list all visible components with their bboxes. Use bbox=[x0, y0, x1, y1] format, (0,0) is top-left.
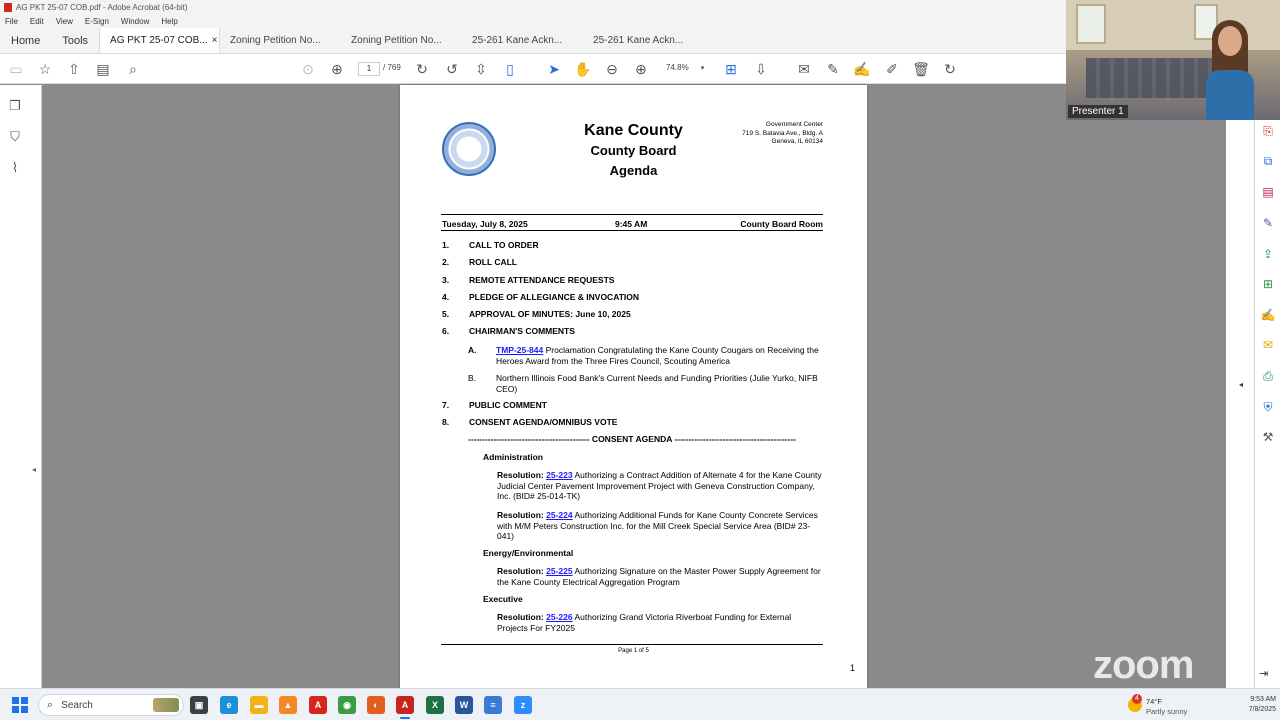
resolution-link[interactable]: 25-225 bbox=[546, 566, 573, 576]
menu-help[interactable]: Help bbox=[161, 17, 178, 26]
left-nav-panel bbox=[0, 85, 42, 688]
edit-pdf-icon[interactable]: ⊞ bbox=[1262, 277, 1274, 291]
meeting-time: 9:45 AM bbox=[615, 219, 648, 229]
windows-start-icon[interactable] bbox=[12, 697, 28, 713]
zoom-in-icon[interactable]: ⊕ bbox=[635, 60, 647, 77]
fill-sign-icon[interactable]: ✎ bbox=[1262, 216, 1274, 230]
resolution-link[interactable]: 25-224 bbox=[546, 510, 573, 520]
divider bbox=[441, 644, 823, 645]
notepad-icon[interactable]: ≡ bbox=[484, 696, 502, 714]
weather-desc: Partly sunny bbox=[1146, 707, 1188, 716]
page-thumbnails-icon[interactable]: ❐ bbox=[9, 98, 21, 113]
comment-panel-icon[interactable]: ✉ bbox=[1262, 338, 1274, 352]
zoom-app-icon[interactable]: z bbox=[514, 696, 532, 714]
resolution-text: Authorizing Additional Funds for Kane County Concrete Services with M/M Peters Construction Inc. for the Mill Creek Special Service Area (BID# 23-041) bbox=[497, 510, 818, 541]
doc-tab[interactable]: Zoning Petition No... bbox=[351, 35, 442, 46]
word-icon[interactable]: W bbox=[455, 696, 473, 714]
item-number: 3. bbox=[442, 275, 450, 285]
category-heading: Administration bbox=[483, 452, 543, 462]
page-number-stamp: 1 bbox=[850, 663, 856, 673]
acrobat-active-icon[interactable]: A bbox=[396, 696, 414, 714]
rotate-cw-icon[interactable]: ↻ bbox=[416, 60, 428, 77]
zoom-watermark: zoom bbox=[1093, 643, 1194, 687]
zoom-level-value: 74.8% bbox=[666, 63, 689, 72]
item-number: 8. bbox=[442, 417, 450, 427]
edit-icon[interactable]: ✐ bbox=[886, 60, 898, 77]
collapse-right-panel-icon[interactable]: ◂ bbox=[1239, 380, 1244, 389]
clock-date: 7/8/2025 bbox=[1248, 706, 1276, 713]
resolution bbox=[497, 612, 822, 633]
resolution-prefix: Resolution: bbox=[497, 470, 544, 480]
acrobat-icon bbox=[4, 3, 12, 12]
item-text: PLEDGE OF ALLEGIANCE & INVOCATION bbox=[469, 292, 640, 302]
address-line: Government Center bbox=[765, 121, 823, 128]
highlight-pen-icon[interactable]: ✎ bbox=[827, 60, 839, 77]
resolution-link[interactable]: 25-226 bbox=[546, 612, 573, 622]
presenter-video bbox=[1066, 0, 1280, 120]
select-cursor-icon[interactable]: ➤ bbox=[548, 60, 560, 77]
acrobat-taskbar-icon[interactable]: A bbox=[309, 696, 327, 714]
print-icon[interactable]: ▤ bbox=[96, 60, 110, 77]
excel-icon[interactable]: X bbox=[426, 696, 444, 714]
page-number-input[interactable]: 1 bbox=[358, 62, 380, 76]
item-text: REMOTE ATTENDANCE REQUESTS bbox=[469, 275, 615, 285]
page-layout-icon[interactable]: ⇳ bbox=[475, 60, 487, 77]
scroll-mode-icon[interactable]: ⇩ bbox=[755, 60, 767, 77]
tab-home[interactable]: Home bbox=[11, 34, 41, 47]
resolution-text: Authorizing Signature on the Master Power Supply Agreement for the Kane County Electrical Aggregation Program bbox=[497, 566, 821, 587]
page-total: / 769 bbox=[383, 63, 401, 72]
edge-browser-icon[interactable]: e bbox=[220, 696, 238, 714]
zoom-level-select[interactable] bbox=[666, 63, 704, 72]
item-number: 6. bbox=[442, 326, 450, 336]
sub-body: Northern Illinois Food Bank's Current Needs and Funding Priorities (Julie Yurko, NIFB CEO) bbox=[496, 373, 818, 394]
protect-icon[interactable]: ⛨ bbox=[1263, 399, 1273, 414]
resolution bbox=[497, 510, 822, 542]
agenda-title: Agenda bbox=[609, 163, 658, 178]
category-heading: Executive bbox=[483, 594, 523, 604]
resolution-prefix: Resolution: bbox=[497, 612, 544, 622]
resolution-text: Authorizing Grand Victoria Riverboat Funding for External Projects For FY2025 bbox=[497, 612, 792, 633]
doc-tab[interactable]: 25-261 Kane Ackn... bbox=[593, 35, 684, 46]
scan-ocr-icon[interactable]: ⎙ bbox=[1263, 368, 1273, 383]
item-number: 7. bbox=[442, 400, 450, 410]
doc-tab[interactable]: Zoning Petition No... bbox=[230, 35, 321, 46]
zoom-out-icon[interactable]: ⊖ bbox=[606, 60, 618, 77]
close-tab-icon[interactable]: × bbox=[211, 35, 218, 46]
export-pdf-icon[interactable]: ⇪ bbox=[1262, 247, 1274, 261]
doc-tab-label: AG PKT 25-07 COB... bbox=[110, 35, 208, 46]
resolution-link[interactable]: 25-223 bbox=[546, 470, 573, 480]
expand-panel-icon[interactable]: ◂ bbox=[32, 465, 37, 474]
county-name: Kane County bbox=[584, 122, 683, 139]
menu-window[interactable]: Window bbox=[120, 17, 150, 26]
organize-pages-icon[interactable]: ▤ bbox=[1262, 185, 1274, 199]
taskbar-search[interactable] bbox=[38, 694, 184, 716]
bookmarks-icon[interactable]: ⛉ bbox=[10, 129, 20, 144]
item-number: 1. bbox=[442, 240, 450, 250]
search-placeholder: Search bbox=[61, 699, 93, 711]
comment-icon[interactable]: ✉ bbox=[798, 60, 810, 77]
item-text: CALL TO ORDER bbox=[469, 240, 539, 250]
item-text: APPROVAL OF MINUTES: June 10, 2025 bbox=[469, 309, 631, 319]
resolution bbox=[497, 470, 822, 502]
toolbar bbox=[0, 54, 1068, 84]
resolution-text: Authorizing a Contract Addition of Alternate 4 for the Kane County Judicial Center Pavement Improvement Project with Geneva Construction Company, Inc. (BID# 25-014-TK) bbox=[497, 470, 822, 501]
sign-icon[interactable]: ✍ bbox=[853, 60, 871, 77]
presenter-label: Presenter 1 bbox=[1068, 105, 1128, 118]
clock-time: 9:53 AM bbox=[1250, 696, 1276, 703]
item-text: CONSENT AGENDA/OMNIBUS VOTE bbox=[469, 417, 618, 427]
agenda-link[interactable]: TMP-25-844 bbox=[496, 345, 544, 355]
board-name: County Board bbox=[590, 143, 677, 158]
consent-agenda-banner: ------------------------------------------- CONSENT AGENDA ------------------------------------------- bbox=[467, 434, 797, 444]
item-text: CHAIRMAN'S COMMENTS bbox=[469, 326, 575, 336]
chrome-icon[interactable]: ◉ bbox=[338, 696, 356, 714]
video-presenter bbox=[1206, 20, 1254, 120]
menu-file[interactable]: File bbox=[5, 17, 18, 26]
right-tools-panel bbox=[1254, 120, 1280, 688]
file-explorer-icon[interactable]: ▬ bbox=[250, 696, 268, 714]
window-title: AG PKT 25-07 COB.pdf - Adobe Acrobat (64-bit) bbox=[16, 3, 188, 12]
system-clock[interactable] bbox=[1216, 695, 1276, 715]
pdf-page bbox=[400, 85, 867, 688]
more-tools-icon[interactable]: ⚒ bbox=[1262, 430, 1274, 444]
upload-cloud-icon[interactable]: ⇧ bbox=[68, 60, 80, 77]
item-number: 2. bbox=[442, 257, 450, 267]
tab-tools[interactable]: Tools bbox=[62, 34, 89, 47]
item-text: ROLL CALL bbox=[469, 257, 518, 267]
bookmark-star-icon[interactable]: ☆ bbox=[38, 60, 52, 77]
item-text: PUBLIC COMMENT bbox=[469, 400, 547, 410]
document-icon[interactable]: ▯ bbox=[506, 60, 514, 77]
video-background bbox=[1076, 4, 1106, 44]
save-icon[interactable]: ▭ bbox=[9, 60, 23, 77]
menu-esign[interactable]: E-Sign bbox=[84, 17, 109, 26]
search-highlight-art bbox=[153, 698, 179, 712]
resolution-prefix: Resolution: bbox=[497, 566, 544, 576]
firefox-icon[interactable]: ◐ bbox=[367, 696, 385, 714]
resolution-prefix: Resolution: bbox=[497, 510, 544, 520]
address-line: 719 S. Batavia Ave., Bldg. A bbox=[742, 129, 823, 137]
item-number: 4. bbox=[442, 292, 450, 302]
next-page-icon[interactable]: ⊕ bbox=[331, 60, 343, 77]
refresh-icon[interactable]: ↻ bbox=[944, 60, 956, 77]
sub-text: Proclamation Congratulating the Kane County Cougars on Receiving the Heroes Award from the Three Fires Council, Scouting America bbox=[496, 345, 819, 366]
sub-letter: A. bbox=[468, 345, 477, 355]
address-line: Geneva, IL 60134 bbox=[771, 138, 823, 145]
search-icon: ⌕ bbox=[47, 698, 54, 711]
attachment-icon[interactable]: ⌇ bbox=[11, 160, 19, 175]
item-number: 5. bbox=[442, 309, 450, 319]
windows-taskbar bbox=[0, 688, 1280, 720]
prev-page-icon[interactable]: ⊙ bbox=[302, 60, 314, 77]
meeting-date: Tuesday, July 8, 2025 bbox=[442, 219, 528, 229]
fit-width-icon[interactable]: ⇥ bbox=[1259, 668, 1269, 680]
create-pdf-icon[interactable]: ⎘ bbox=[1263, 123, 1273, 138]
rotate-ccw-icon[interactable]: ↺ bbox=[446, 60, 458, 77]
category-heading: Energy/Environmental bbox=[483, 548, 574, 558]
combine-files-icon[interactable]: ⧉ bbox=[1263, 153, 1273, 168]
fit-page-icon[interactable]: ⊞ bbox=[725, 60, 737, 77]
delete-icon[interactable]: 🗑 bbox=[912, 60, 930, 77]
menu-bar bbox=[0, 15, 1068, 28]
doc-tab-active[interactable] bbox=[99, 28, 220, 53]
meeting-room: County Board Room bbox=[740, 219, 823, 229]
sub-letter: B. bbox=[468, 373, 477, 383]
request-signature-icon[interactable]: ✍ bbox=[1260, 308, 1276, 322]
chevron-down-icon: ▾ bbox=[700, 65, 705, 72]
hand-tool-icon[interactable]: ✋ bbox=[574, 60, 592, 77]
divider bbox=[441, 230, 823, 231]
resolution bbox=[497, 566, 822, 587]
divider bbox=[441, 214, 823, 215]
address-block bbox=[703, 121, 823, 147]
sub-body bbox=[496, 345, 826, 366]
window-titlebar bbox=[0, 0, 1068, 15]
tab-bar bbox=[0, 28, 1068, 54]
menu-view[interactable]: View bbox=[55, 17, 73, 26]
find-icon[interactable]: ⌕ bbox=[129, 60, 137, 77]
menu-edit[interactable]: Edit bbox=[29, 17, 44, 26]
page-footer: Page 1 of 5 bbox=[618, 648, 649, 654]
vlc-icon[interactable]: ▲ bbox=[279, 696, 297, 714]
weather-temp: 74°F bbox=[1146, 697, 1162, 706]
doc-tab[interactable]: 25-261 Kane Ackn... bbox=[472, 35, 563, 46]
weather-widget[interactable] bbox=[1128, 693, 1208, 717]
task-view-icon[interactable]: ▣ bbox=[190, 696, 208, 714]
weather-badge: 4 bbox=[1132, 694, 1142, 704]
